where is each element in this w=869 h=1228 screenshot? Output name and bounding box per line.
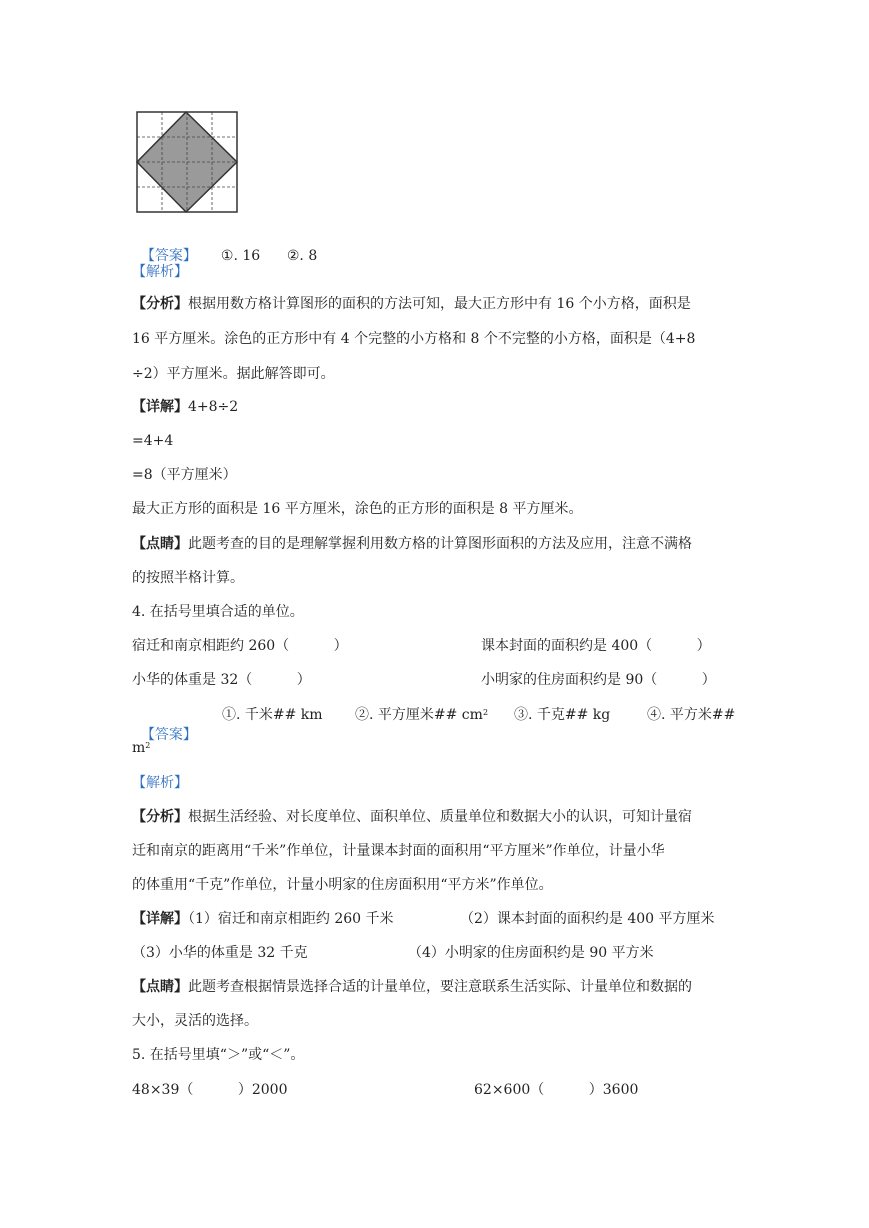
- q4-answer-2: [355, 705, 488, 725]
- superscript-2: 2: [482, 708, 489, 717]
- q4-answer-tag: 【答案】: [140, 727, 197, 743]
- q4-title: 4. 在括号里填合适的单位。: [132, 604, 304, 620]
- detail-line-2: =4+4: [132, 433, 174, 449]
- q4-analysis-line-1: [132, 807, 692, 827]
- q4-tip-label: 【点睛】: [132, 979, 188, 995]
- q4-detail-row-1: [132, 909, 394, 929]
- q4-tip-line-1: [132, 977, 692, 997]
- q4-answer-4-cont: [132, 738, 150, 758]
- analysis-line-2: 16 平方厘米。涂色的正方形中有 4 个完整的小方格和 8 个不完整的小方格，面积是（4+8: [132, 331, 696, 347]
- detail-line-3: =8（平方厘米）: [132, 467, 237, 483]
- tip-label: 【点睛】: [132, 536, 188, 552]
- q4-detail-1: （1）宿迁和南京相距约 260 千米: [188, 911, 394, 927]
- q4-analysis-line-2: 迁和南京的距离用“千米”作单位，计量课本封面的面积用“平方厘米”作单位，计量小华: [132, 843, 665, 859]
- q4-detail-3: （3）小华的体重是 32 千克: [132, 945, 308, 961]
- superscript-2-b: 2: [145, 741, 151, 750]
- q4-tip-line-2: 大小，灵活的选择。: [132, 1013, 258, 1029]
- q4-detail-label: 【详解】: [132, 911, 188, 927]
- answer-values: ①. 16 ②. 8: [220, 248, 318, 264]
- q4-analysis-tag: 【解析】: [132, 775, 188, 791]
- q4-item-1: 宿迁和南京相距约 260（ ）: [132, 638, 348, 654]
- q4-item-3: 小华的体重是 32（ ）: [132, 672, 311, 688]
- q4-answer-2-text: ②. 平方厘米## cm: [355, 707, 483, 723]
- q4-answer-3: ③. 千克## kg: [514, 707, 611, 723]
- detail-line-1: [132, 397, 238, 417]
- detail-text-1: 4+8÷2: [188, 399, 239, 415]
- q4-analysis-text-1: 根据生活经验、对长度单位、面积单位、质量单位和数据大小的认识，可知计量宿: [188, 809, 692, 825]
- q4-answer-1: ①. 千米## km: [222, 707, 323, 723]
- q5-title: 5. 在括号里填“＞”或“＜”。: [132, 1047, 305, 1063]
- tip-line-2: 的按照半格计算。: [132, 570, 244, 586]
- q4-item-4: 小明家的住房面积约是 90（ ）: [481, 672, 716, 688]
- q5-item-2: 62×600（ ）3600: [474, 1082, 639, 1098]
- q4-analysis-label: 【分析】: [132, 809, 188, 825]
- q5-item-1: 48×39（ ）2000: [132, 1082, 288, 1098]
- answer-tag: 【答案】: [140, 248, 197, 264]
- q4-analysis-line-3: 的体重用“千克”作单位，计量小明家的住房面积用“平方米”作单位。: [132, 877, 553, 893]
- q4-answer-4-unit: m: [132, 740, 146, 756]
- analysis-text-1: 根据用数方格计算图形的面积的方法可知，最大正方形中有 16 个小方格，面积是: [188, 296, 691, 312]
- q4-answer-4: ④. 平方米##: [647, 707, 736, 723]
- detail-label: 【详解】: [132, 399, 188, 415]
- analysis-line-3: ÷2）平方厘米。据此解答即可。: [132, 366, 335, 382]
- conclusion: 最大正方形的面积是 16 平方厘米，涂色的正方形的面积是 8 平方厘米。: [132, 501, 583, 517]
- square-grid-figure: [135, 110, 239, 214]
- q4-tip-text-1: 此题考查根据情景选择合适的计量单位，要注意联系生活实际、计量单位和数据的: [188, 979, 692, 995]
- analysis-line-1: [132, 294, 691, 314]
- q4-detail-4: （4）小明家的住房面积约是 90 平方米: [408, 945, 654, 961]
- q4-item-2: 课本封面的面积约是 400（ ）: [481, 638, 711, 654]
- tip-line-1: [132, 534, 692, 554]
- analysis-label: 【分析】: [132, 296, 188, 312]
- tip-text-1: 此题考查的目的是理解掌握利用数方格的计算图形面积的方法及应用，注意不满格: [188, 536, 692, 552]
- q4-detail-2: （2）课本封面的面积约是 400 平方厘米: [460, 911, 715, 927]
- answer-row: [132, 226, 317, 266]
- analysis-tag: 【解析】: [132, 264, 188, 280]
